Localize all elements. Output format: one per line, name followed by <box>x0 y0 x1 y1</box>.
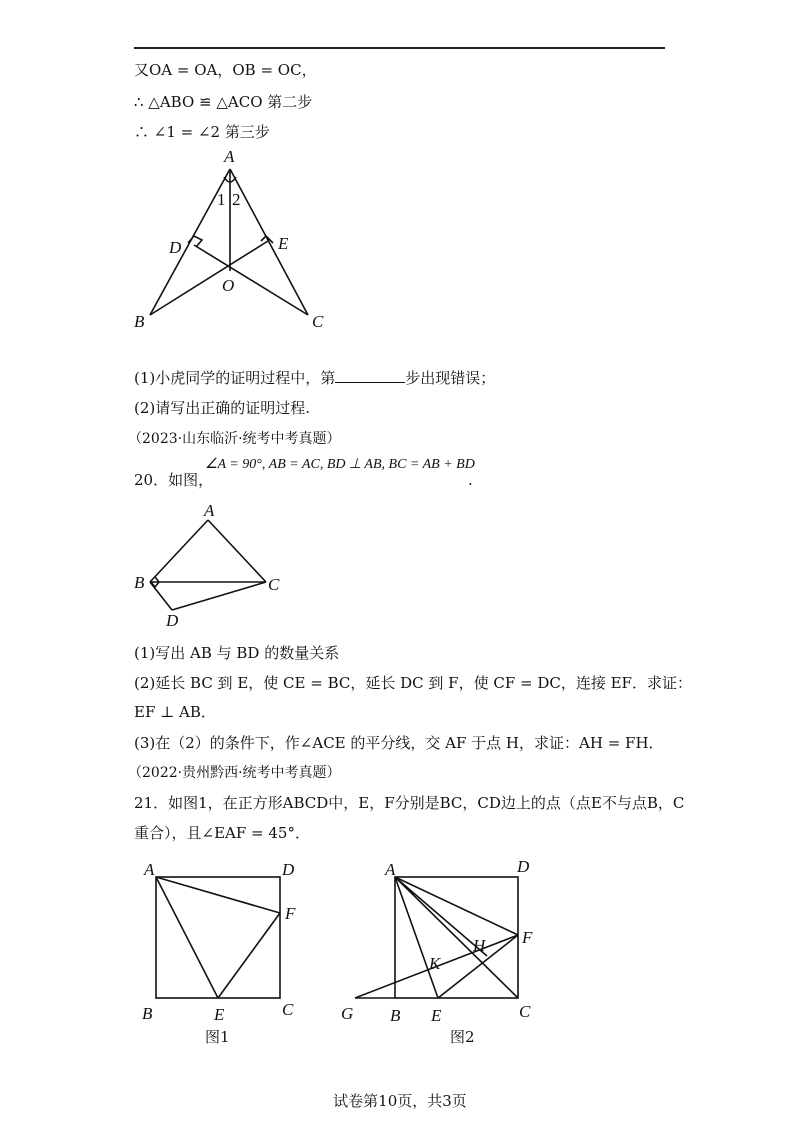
label-angle-1: 1 <box>217 190 226 209</box>
page-footer: 试卷第10页，共3页 <box>333 1092 467 1110</box>
label-angle-2: 2 <box>232 190 241 209</box>
label-o: O <box>222 276 235 295</box>
q20-end: . <box>468 471 473 489</box>
label-a: A <box>385 860 396 879</box>
label-d: D <box>517 857 530 876</box>
q20-part1: (1)写出 AB 与 BD 的数量关系 <box>134 644 340 662</box>
label-b: B <box>142 1004 153 1023</box>
segment-af <box>156 877 280 913</box>
answer-blank[interactable] <box>335 368 405 383</box>
label-h: H <box>473 936 486 955</box>
q19-part1-post: 步出现错误； <box>405 369 496 387</box>
segment-ab <box>150 520 208 582</box>
segment-af <box>395 877 518 935</box>
label-d: D <box>282 860 295 879</box>
header-rule <box>134 47 665 49</box>
q20-intro-text: 20．如图， <box>134 471 214 489</box>
label-k: K <box>429 954 441 973</box>
q19-part1 <box>134 368 495 388</box>
figure-q21-2 <box>335 855 550 1030</box>
q21-line2: 重合），且∠EAF = 45°． <box>134 824 310 842</box>
label-b: B <box>134 573 145 592</box>
label-a: A <box>224 147 235 166</box>
label-c: C <box>519 1002 531 1021</box>
label-c: C <box>282 1000 294 1019</box>
q20-part2a: (2)延长 BC 到 E，使 CE = BC，延长 DC 到 F，使 CF = DC，连接 EF．求证： <box>134 674 692 692</box>
q20-intro <box>134 470 213 490</box>
label-f: F <box>522 928 533 947</box>
segment-cd <box>194 245 308 315</box>
figure-caption-1: 图1 <box>205 1028 230 1046</box>
label-c: C <box>268 575 280 594</box>
q19-part1-pre: (1)小虎同学的证明过程中，第 <box>134 369 336 387</box>
q20-source: （2022·贵州黔西·统考中考真题） <box>128 765 341 781</box>
label-d: D <box>169 238 182 257</box>
label-e: E <box>214 1005 225 1024</box>
label-c: C <box>312 312 324 331</box>
label-d: D <box>166 611 179 630</box>
segment-ef <box>218 913 280 998</box>
q20-part3: (3)在（2）的条件下，作∠ACE 的平分线，交 AF 于点 H，求证：AH = FH． <box>134 734 664 752</box>
proof-line-2: ∴ △ABO ≌ △ACO 第二步 <box>134 93 313 111</box>
label-b: B <box>390 1006 401 1025</box>
proof-line-1: 又OA = OA，OB = OC， <box>134 61 317 79</box>
q19-part2: (2)请写出正确的证明过程. <box>134 399 311 417</box>
figure-q21-1 <box>138 855 318 1030</box>
segment-ac <box>208 520 266 582</box>
q20-part2b: EF ⊥ AB． <box>134 703 216 721</box>
segment-ae <box>156 877 218 998</box>
label-a: A <box>204 501 215 520</box>
q20-condition: ∠A = 90°, AB = AC, BD ⊥ AB, BC = AB + BD <box>205 457 475 472</box>
segment-ac <box>230 169 308 315</box>
figure-caption-2: 图2 <box>450 1028 475 1046</box>
q19-source: （2023·山东临沂·统考中考真题） <box>128 431 341 447</box>
segment-be <box>150 241 268 315</box>
figure-q20 <box>128 500 298 630</box>
q21-line1: 21．如图1，在正方形ABCD中，E，F分别是BC，CD边上的点（点E不与点B，C <box>134 794 685 812</box>
label-e: E <box>431 1006 442 1025</box>
label-f: F <box>285 904 296 923</box>
label-e: E <box>278 234 289 253</box>
segment-bd <box>150 582 172 610</box>
figure-q19 <box>128 145 338 335</box>
proof-line-3: ∴ ∠1 = ∠2 第三步 <box>134 123 270 141</box>
label-b: B <box>134 312 145 331</box>
segment-ac <box>395 877 518 998</box>
label-g: G <box>341 1004 354 1023</box>
label-a: A <box>144 860 155 879</box>
segment-dc <box>172 582 266 610</box>
